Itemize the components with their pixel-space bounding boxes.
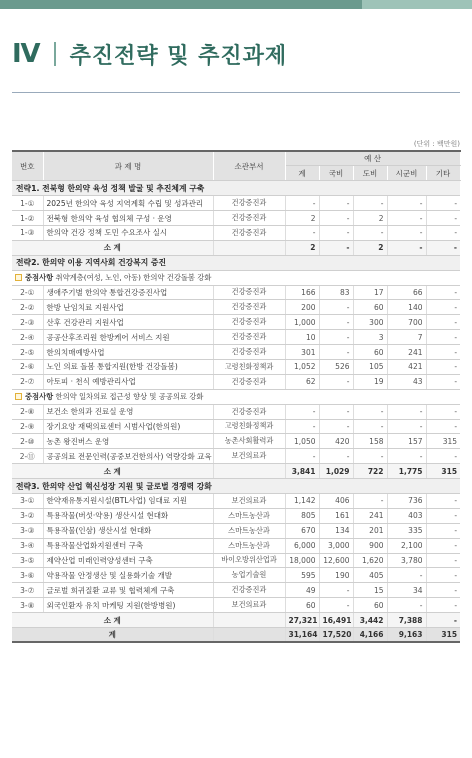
row-value: - [426, 285, 460, 300]
row-value: 241 [353, 508, 387, 523]
row-value: - [387, 196, 426, 211]
table-row [12, 508, 460, 523]
row-value: - [426, 523, 460, 538]
table-row [12, 493, 460, 508]
chapter-heading [12, 34, 287, 74]
row-task: 농촌 왕진버스 운영 [43, 434, 213, 449]
row-value: 1,620 [353, 553, 387, 568]
row-number: 2-⑨ [12, 419, 43, 434]
table-body [12, 181, 460, 643]
header-no: 번호 [12, 151, 43, 181]
row-value: - [426, 553, 460, 568]
row-value: 315 [426, 434, 460, 449]
total-row-value: 31,164 [285, 628, 319, 643]
row-value: 421 [387, 359, 426, 374]
row-value: - [426, 493, 460, 508]
total-row-value: 4,166 [353, 628, 387, 643]
strategy-row [12, 479, 460, 494]
table-row [12, 434, 460, 449]
row-dept: 농업기술원 [213, 568, 285, 583]
row-number: 2-⑪ [12, 449, 43, 464]
row-value: - [426, 359, 460, 374]
focus-text: 한의약 일차의료 접근성 향상 및 공공의료 강화 [55, 391, 204, 401]
row-value: 201 [353, 523, 387, 538]
subtotal-row-label: 소 계 [12, 240, 213, 255]
focus-cell [12, 270, 460, 285]
header-sub-city: 시군비 [387, 166, 426, 181]
row-value: 12,600 [319, 553, 353, 568]
subtotal-row-value: 1,775 [387, 464, 426, 479]
subtotal-row-label: 소 계 [12, 464, 213, 479]
row-task: 2025년 한의약 육성 지역계획 수립 및 성과관리 [43, 196, 213, 211]
row-value: - [426, 196, 460, 211]
row-value: - [285, 404, 319, 419]
table-row [12, 300, 460, 315]
row-dept: 보건의료과 [213, 493, 285, 508]
row-number: 3-② [12, 508, 43, 523]
row-value: 241 [387, 345, 426, 360]
row-dept: 건강증진과 [213, 285, 285, 300]
row-value: - [426, 449, 460, 464]
subtotal-row-blank [213, 464, 285, 479]
row-value: 700 [387, 315, 426, 330]
row-value: - [285, 449, 319, 464]
table-row [12, 449, 460, 464]
row-number: 1-① [12, 196, 43, 211]
row-number: 3-① [12, 493, 43, 508]
row-number: 3-⑦ [12, 583, 43, 598]
budget-table [12, 150, 461, 643]
top-accent-bar [362, 0, 472, 9]
row-value: 43 [387, 374, 426, 389]
strategy-title: 전략1. 전북형 한의약 육성 정책 발굴 및 추진체계 구축 [12, 181, 460, 196]
row-task: 한약재유통지원시설(BTL사업) 임대료 지원 [43, 493, 213, 508]
row-value: - [426, 404, 460, 419]
table-row [12, 225, 460, 240]
focus-label: 중점사항 [25, 272, 54, 282]
row-value: 900 [353, 538, 387, 553]
row-value: - [319, 583, 353, 598]
subtotal-row-blank [213, 240, 285, 255]
row-dept: 고령친화정책과 [213, 419, 285, 434]
subtotal-row-value: 27,321 [285, 613, 319, 628]
table-row [12, 345, 460, 360]
focus-cell [12, 389, 460, 404]
row-task: 보건소 한의과 진료실 운영 [43, 404, 213, 419]
row-number: 2-⑤ [12, 345, 43, 360]
row-dept: 농촌사회활력과 [213, 434, 285, 449]
row-value: - [387, 404, 426, 419]
header-task: 과 제 명 [43, 151, 213, 181]
row-number: 2-⑥ [12, 359, 43, 374]
row-value: 805 [285, 508, 319, 523]
row-value: - [387, 598, 426, 613]
header-sub-other: 기타 [426, 166, 460, 181]
row-number: 2-⑩ [12, 434, 43, 449]
row-number: 3-⑥ [12, 568, 43, 583]
row-value: 406 [319, 493, 353, 508]
row-task: 한방 난임치료 지원사업 [43, 300, 213, 315]
row-value: - [319, 345, 353, 360]
chapter-separator [54, 42, 56, 66]
row-value: - [319, 404, 353, 419]
row-value: 301 [285, 345, 319, 360]
row-task: 공공산후조리원 한방케어 서비스 지원 [43, 330, 213, 345]
subtotal-row [12, 613, 460, 628]
row-value: 83 [319, 285, 353, 300]
row-dept: 건강증진과 [213, 374, 285, 389]
subtotal-row-value: 16,491 [319, 613, 353, 628]
row-task: 제약산업 미래인력양성센터 구축 [43, 553, 213, 568]
row-dept: 건강증진과 [213, 300, 285, 315]
table-row [12, 315, 460, 330]
table-row [12, 374, 460, 389]
row-value: 166 [285, 285, 319, 300]
row-value: - [285, 419, 319, 434]
subtotal-row [12, 464, 460, 479]
row-number: 2-② [12, 300, 43, 315]
row-value: 595 [285, 568, 319, 583]
row-value: 161 [319, 508, 353, 523]
row-value: - [387, 225, 426, 240]
total-row-value: 9,163 [387, 628, 426, 643]
unit-note: (단위 : 백만원) [413, 140, 460, 148]
row-value: 1,142 [285, 493, 319, 508]
table-row [12, 553, 460, 568]
row-value: - [426, 598, 460, 613]
table-row [12, 211, 460, 226]
row-value: 2,100 [387, 538, 426, 553]
row-value: 10 [285, 330, 319, 345]
focus-row [12, 270, 460, 285]
row-dept: 스마트농산과 [213, 508, 285, 523]
row-task: 생애주기별 한의약 통합건강증진사업 [43, 285, 213, 300]
row-value: 3,000 [319, 538, 353, 553]
row-value: - [353, 419, 387, 434]
row-value: 300 [353, 315, 387, 330]
row-value: 60 [353, 300, 387, 315]
row-value: 1,052 [285, 359, 319, 374]
subtotal-row-value: 2 [353, 240, 387, 255]
row-value: - [319, 449, 353, 464]
row-task: 장기요양 재택의료센터 시범사업(한의원) [43, 419, 213, 434]
total-row-value: 17,520 [319, 628, 353, 643]
row-number: 3-③ [12, 523, 43, 538]
row-task: 공공의료 전문인력(공중보건한의사) 역량강화 교육 [43, 449, 213, 464]
row-number: 2-① [12, 285, 43, 300]
row-task: 특용작물산업화지원센터 구축 [43, 538, 213, 553]
focus-label: 중점사항 [25, 391, 54, 401]
row-task: 약용작물 안정생산 및 실용화기술 개발 [43, 568, 213, 583]
row-value: 60 [285, 598, 319, 613]
row-value: 190 [319, 568, 353, 583]
row-value: - [426, 374, 460, 389]
row-value: 335 [387, 523, 426, 538]
row-task: 특용작물(버섯·약용) 생산시설 현대화 [43, 508, 213, 523]
strategy-title: 전략2. 한의약 이용 지역사회 건강복지 증진 [12, 255, 460, 270]
row-value: 6,000 [285, 538, 319, 553]
row-value: 105 [353, 359, 387, 374]
row-dept: 바이오방위산업과 [213, 553, 285, 568]
row-value: - [353, 404, 387, 419]
row-task: 산후 건강관리 지원사업 [43, 315, 213, 330]
total-row-value: 315 [426, 628, 460, 643]
row-value: - [319, 315, 353, 330]
row-number: 2-③ [12, 315, 43, 330]
subtotal-row-value: 2 [285, 240, 319, 255]
strategy-row [12, 255, 460, 270]
row-dept: 건강증진과 [213, 583, 285, 598]
row-number: 3-⑧ [12, 598, 43, 613]
row-value: - [426, 330, 460, 345]
row-number: 1-③ [12, 225, 43, 240]
row-value: 18,000 [285, 553, 319, 568]
row-value: - [285, 196, 319, 211]
row-value: 7 [387, 330, 426, 345]
header-sub-total: 계 [285, 166, 319, 181]
subtotal-row-value: 315 [426, 464, 460, 479]
subtotal-row-value: - [426, 240, 460, 255]
row-value: - [426, 300, 460, 315]
table-row [12, 330, 460, 345]
row-dept: 보건의료과 [213, 598, 285, 613]
row-value: - [387, 449, 426, 464]
checkbox-icon [15, 274, 22, 281]
row-value: 17 [353, 285, 387, 300]
row-value: - [426, 345, 460, 360]
row-task: 한의치매예방사업 [43, 345, 213, 360]
row-number: 3-⑤ [12, 553, 43, 568]
total-row-blank [213, 628, 285, 643]
row-dept: 건강증진과 [213, 225, 285, 240]
row-value: 3 [353, 330, 387, 345]
chapter-number: Ⅳ [12, 39, 40, 69]
subtotal-row-blank [213, 613, 285, 628]
table-row [12, 538, 460, 553]
row-value: 49 [285, 583, 319, 598]
row-value: 405 [353, 568, 387, 583]
subtotal-row-value: - [387, 240, 426, 255]
row-value: 19 [353, 374, 387, 389]
row-value: 2 [285, 211, 319, 226]
row-dept: 보건의료과 [213, 449, 285, 464]
row-dept: 고령친화정책과 [213, 359, 285, 374]
table-row [12, 523, 460, 538]
subtotal-row-label: 소 계 [12, 613, 213, 628]
row-dept: 건강증진과 [213, 196, 285, 211]
row-value: - [319, 374, 353, 389]
row-value: 526 [319, 359, 353, 374]
row-value: - [319, 330, 353, 345]
row-value: - [426, 225, 460, 240]
subtotal-row-value: 722 [353, 464, 387, 479]
row-task: 아토피 · 천식 예방관리사업 [43, 374, 213, 389]
row-value: - [353, 196, 387, 211]
row-value: 1,000 [285, 315, 319, 330]
table-row [12, 419, 460, 434]
row-dept: 건강증진과 [213, 345, 285, 360]
total-row-label: 계 [12, 628, 213, 643]
row-dept: 스마트농산과 [213, 523, 285, 538]
table-row [12, 196, 460, 211]
row-value: 3,780 [387, 553, 426, 568]
row-value: - [285, 225, 319, 240]
row-number: 3-④ [12, 538, 43, 553]
row-task: 노인 의료 돌봄 통합지원(한방 건강돌봄) [43, 359, 213, 374]
row-value: - [353, 449, 387, 464]
row-value: - [426, 419, 460, 434]
chapter-title: 추진전략 및 추진과제 [69, 43, 288, 69]
row-dept: 건강증진과 [213, 330, 285, 345]
row-value: 134 [319, 523, 353, 538]
row-number: 2-⑦ [12, 374, 43, 389]
row-value: - [387, 568, 426, 583]
table-row [12, 359, 460, 374]
row-value: 403 [387, 508, 426, 523]
row-value: 420 [319, 434, 353, 449]
row-value: 670 [285, 523, 319, 538]
row-value: 34 [387, 583, 426, 598]
total-row [12, 628, 460, 643]
row-dept: 건강증진과 [213, 211, 285, 226]
subtotal-row-value: 3,442 [353, 613, 387, 628]
row-task: 글로벌 희귀질환 교류 및 협력체계 구축 [43, 583, 213, 598]
row-value: - [319, 419, 353, 434]
row-value: 140 [387, 300, 426, 315]
row-number: 2-④ [12, 330, 43, 345]
row-value: 158 [353, 434, 387, 449]
row-value: - [353, 225, 387, 240]
table-row [12, 568, 460, 583]
header-sub-national: 국비 [319, 166, 353, 181]
subtotal-row-value: 3,841 [285, 464, 319, 479]
row-value: 736 [387, 493, 426, 508]
row-value: 60 [353, 345, 387, 360]
row-value: - [319, 300, 353, 315]
row-value: - [319, 196, 353, 211]
checkbox-icon [15, 393, 22, 400]
row-value: - [353, 493, 387, 508]
row-value: - [426, 211, 460, 226]
heading-rule [12, 92, 460, 93]
header-dept: 소관부서 [213, 151, 285, 181]
row-value: 60 [353, 598, 387, 613]
header-sub-province: 도비 [353, 166, 387, 181]
row-dept: 건강증진과 [213, 404, 285, 419]
row-task: 전북형 한의약 육성 협의체 구성 · 운영 [43, 211, 213, 226]
header-budget: 예 산 [285, 151, 460, 166]
header-row-1 [12, 151, 460, 166]
subtotal-row [12, 240, 460, 255]
row-value: 1,050 [285, 434, 319, 449]
table-row [12, 583, 460, 598]
row-value: - [319, 225, 353, 240]
strategy-title: 전략3. 한의약 산업 혁신성장 지원 및 글로벌 경쟁력 강화 [12, 479, 460, 494]
subtotal-row-value: 1,029 [319, 464, 353, 479]
table-row [12, 598, 460, 613]
row-value: - [387, 419, 426, 434]
row-value: 157 [387, 434, 426, 449]
row-value: - [426, 538, 460, 553]
row-value: 66 [387, 285, 426, 300]
row-value: - [319, 598, 353, 613]
focus-row [12, 389, 460, 404]
strategy-row [12, 181, 460, 196]
subtotal-row-value: 7,388 [387, 613, 426, 628]
row-value: 2 [353, 211, 387, 226]
subtotal-row-value: - [319, 240, 353, 255]
row-task: 특용작물(인삼) 생산시설 현대화 [43, 523, 213, 538]
row-value: 15 [353, 583, 387, 598]
row-value: - [426, 568, 460, 583]
row-value: - [426, 583, 460, 598]
row-value: - [319, 211, 353, 226]
row-number: 1-② [12, 211, 43, 226]
row-value: - [387, 211, 426, 226]
row-dept: 스마트농산과 [213, 538, 285, 553]
table-row [12, 285, 460, 300]
focus-text: 취약계층(여성, 노인, 아동) 한의약 건강돌봄 강화 [55, 272, 212, 282]
row-value: 200 [285, 300, 319, 315]
row-task: 외국인환자 유치 마케팅 지원(한방병원) [43, 598, 213, 613]
row-value: - [426, 315, 460, 330]
row-dept: 건강증진과 [213, 315, 285, 330]
subtotal-row-value: - [426, 613, 460, 628]
row-value: - [426, 508, 460, 523]
row-value: 62 [285, 374, 319, 389]
row-number: 2-⑧ [12, 404, 43, 419]
row-task: 한의약 건강 정책 도민 수요조사 실시 [43, 225, 213, 240]
table-row [12, 404, 460, 419]
